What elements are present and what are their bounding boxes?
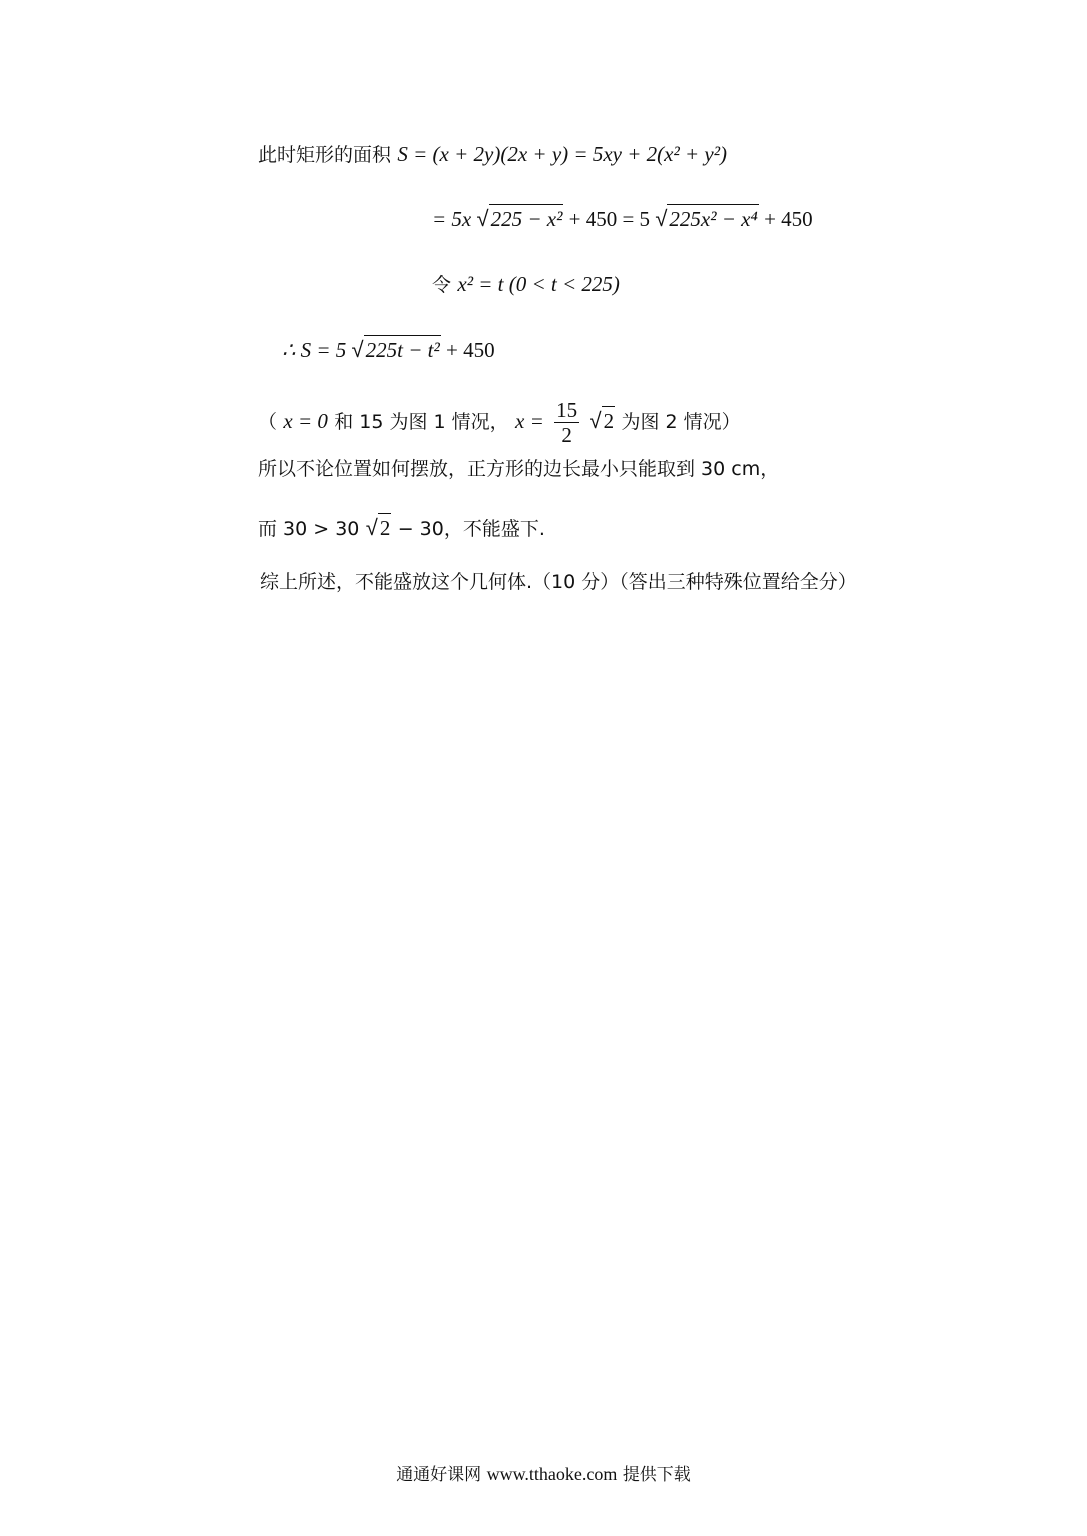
sqrt-icon: √ [351, 338, 364, 363]
sqrt-1 [477, 205, 564, 234]
formula-line-3 [432, 270, 620, 299]
sqrt-3-arg: 225t − t² [364, 335, 441, 362]
fraction [554, 398, 579, 447]
term-plus450-eq5: + 450 = 5 [568, 207, 651, 231]
footer-url[interactable]: www.tthaoke.com [486, 1464, 618, 1484]
term-plus450: + 450 [446, 338, 495, 362]
term-5x: = 5x [432, 207, 472, 231]
fraction-numerator: 15 [556, 398, 578, 422]
area-formula: S = (x + 2y)(2x + y) = 5xy + 2(x² + y²) [397, 142, 728, 166]
page-footer [0, 1460, 1087, 1485]
compare-b: − 30，不能盛下. [397, 518, 545, 540]
footer-site-name: 通通好课网 [396, 1465, 482, 1485]
footer-download-text: 提供下载 [622, 1465, 691, 1485]
x-equals: x = [515, 409, 544, 433]
sqrt-icon: √ [365, 516, 378, 541]
sqrt-4 [590, 407, 616, 436]
text-line-6: 所以不论位置如何摆放，正方形的边长最小只能取到 30 cm， [258, 458, 780, 480]
formula-line-2 [432, 205, 813, 234]
conclusion-line: 综上所述，不能盛放这个几何体.（10 分）（答出三种特殊位置给全分） [260, 571, 857, 593]
area-label: 此时矩形的面积 [258, 144, 392, 166]
sqrt-3 [352, 336, 441, 365]
sqrt-2 [655, 205, 759, 234]
formula-line-7 [258, 514, 545, 543]
therefore-s: ∴ S = 5 [282, 338, 347, 362]
sqrt-4-arg: 2 [602, 406, 616, 433]
term-plus450: + 450 [764, 207, 813, 231]
case-text-2: 为图 2 情况） [621, 411, 741, 433]
formula-line-5 [258, 398, 741, 447]
sqrt-2-arg: 225x² − x⁴ [667, 204, 758, 231]
sqrt-icon: √ [589, 409, 602, 434]
x-equals-0: x = 0 [283, 409, 328, 433]
sqrt-icon: √ [476, 207, 489, 232]
sqrt-icon: √ [655, 207, 668, 232]
formula-line-1 [258, 140, 727, 169]
sqrt-5-arg: 2 [378, 513, 392, 540]
substitution: x² = t (0 < t < 225) [457, 272, 620, 296]
sqrt-1-arg: 225 − x² [489, 204, 564, 231]
case-text-1: 和 15 为图 1 情况， [334, 411, 509, 433]
sqrt-5 [366, 514, 392, 543]
fraction-denominator: 2 [561, 423, 572, 447]
compare-a: 而 30 > 30 [258, 518, 360, 540]
paren-open: （ [258, 411, 278, 433]
let-label: 令 [432, 274, 452, 296]
formula-line-4 [282, 336, 495, 365]
